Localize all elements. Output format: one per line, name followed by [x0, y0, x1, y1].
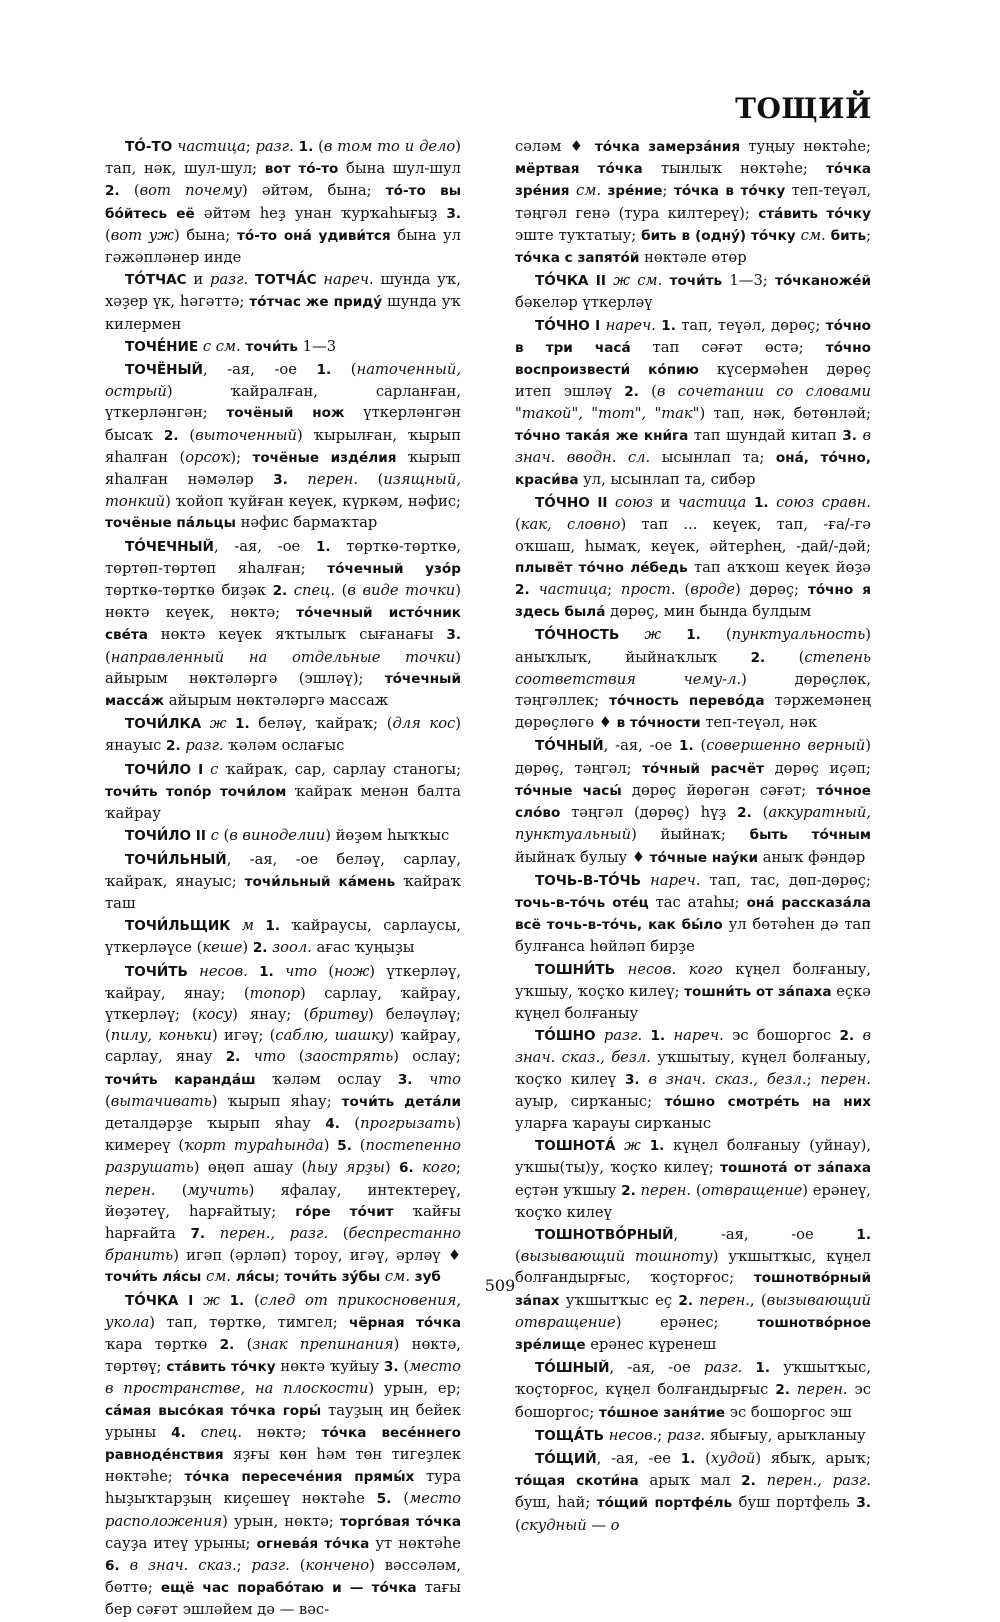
- dictionary-entry-toshnyi: ТО́ШНЫЙ, -ая, -ое разг. 1. уҡшытҡыс, ҡоҫторғос, күңел болғандырғыс 2. перен. эс бошоргос; то́шное заня́тие эс бошоргос эш: [515, 1359, 872, 1421]
- dictionary-entry-tochilo-2: ТОЧИ́ЛО II с (в виноделии) йөҙөм һыҡҡыс: [125, 827, 450, 845]
- dictionary-entry-toch-v-toch: ТОЧЬ-В-ТО́ЧЬ нареч. тап, тас, дөп-дөрөҫ; точь-в-то́чь оте́ц тас атаһы; она́ рассказа́ла всё точь-в-то́чь, как бы́ло ул бөтәһен дә тап булғанса һөйләп бирҙе: [515, 871, 871, 956]
- dictionary-entry-tochechnyi: ТО́ЧЕЧНЫЙ, -ая, -ое 1. төрткө-төрткө, төртөп-төртөп яһалған; то́чечный узо́р төрткө-төрткө биҙәк 2. спец. (в виде точки) нөктә кеүек, нөктә; то́чечный исто́чник све́та нөктә кеүек яҡтылыҡ сығанағы 3. (направленный на отдельные точки) айырым нөктәләргә (эшләү); то́чечный масса́ж айырым нөктәләргә массаж: [105, 537, 462, 710]
- dictionary-entry-toshno: ТО́ШНО разг. 1. нареч. эс бошоргос 2. в знач. сказ., безл. уҡшытыу, күңел болғаныу, ҡоҫҡо килеү 3. в знач. сказ., безл.; перен. ауыр, сирҡаныс; то́шно смотре́ть на них уларға ҡарауы сирҡаныс: [515, 1027, 872, 1132]
- dictionary-entry-totchas: ТО́ТЧАС и разг. ТОТЧА́С нареч. шунда уҡ, хәҙер үк, һәгәттә; то́тчас же приду́ шунда уҡ килермен: [105, 271, 461, 333]
- left-column: [105, 136, 461, 1622]
- dictionary-entry-tochenie: ТОЧЕ́НИЕ с см. точи́ть 1—3: [125, 337, 337, 355]
- dictionary-entry-tochit: ТОЧИ́ТЬ несов. 1. что (нож) үткерләү, ҡайрау, янау; (топор) сарлау, ҡайрау, үткерләү; (косу) янау; (бритву) беләүләү; (пилу, коньки) игәү; (саблю, шашку) ҡайрау, сарлау, янау 2. что (заострять) ослау; точи́ть каранда́ш ҡәләм ослау 3. что (вытачивать) ҡырып яһау; точи́ть дета́ли деталдәрҙе ҡырып яһау 4. (прогрызать) кимереү (ҡорт тураһында) 5. (постепенно разрушать) өңөп ашау (һыу ярҙы) 6. кого; перен. (мучить) яфалау, интектереү, йөҙәтеү, һарғайтыу; го́ре то́чит ҡайғы һарғайта 7. перен., разг. (беспрестанно бранить) игәп (әрләп) тороу, игәү, әрләү ♦ точи́ть ля́сы см. ля́сы; точи́ть зу́бы см. зуб: [105, 962, 462, 1286]
- dictionary-entry-tochno-2: ТО́ЧНО II союз и частица 1. союз сравн. (как, словно) тап ... кеүек, тап, -ға/-гә оҡшаш, һымаҡ, кеүек, әйтерһең, -дай/-дәй; плывёт то́чно ле́бедь тап аҡҡош кеүек йөҙә 2. частица; прост. (вроде) дөрөҫ; то́чно я здесь была́ дөрөҫ, мин бында булдым: [515, 494, 871, 621]
- dictionary-entry-toshchat: ТОЩА́ТЬ несов.; разг. ябығыу, арыҡланыу: [535, 1426, 866, 1444]
- dictionary-entry-tochnyi: ТО́ЧНЫЙ, -ая, -ое 1. (совершенно верный) дөрөҫ, тәңгәл; то́чный расчёт дөрөҫ иҫәп; то́чные часы́ дөрөҫ йөрөгән сәғәт; то́чное сло́во тәңгәл (дөрөҫ) һүҙ 2. (аккуратный, пунктуальный) йыйнаҡ; быть то́чным йыйнаҡ булыу ♦ то́чные нау́ки аныҡ фәндәр: [515, 737, 872, 866]
- dictionary-entry-tochno-1: ТО́ЧНО I нареч. 1. тап, теүәл, дөрөҫ; то́чно в три часа́ тап сәғәт өстә; то́чно воспроизвести́ ко́пию күсермәһен дөрөҫ итеп эшләү 2. (в сочетании со словами "такой", "тот", "так") тап, нәк, бөтөнләй; то́чно така́я же кни́га тап шундай китап 3. в знач. вводн. сл. ысынлап та; она́, то́чно, краси́ва ул, ысынлап та, сибәр: [515, 316, 872, 489]
- dictionary-entry-tochka-1-cont: сәләм ♦ то́чка замерза́ния туңыу нөктәһе; мёртвая то́чка тынлыҡ нөктәһе; то́чка зре́ния см. зре́ние; то́чка в то́чку теп-теүәл, тәңгәл генә (тура килтереү); ста́вить то́чку эште туҡтатыу; бить в (одну́) то́чку см. бить; то́чка с запято́й нөктәле өтөр: [515, 138, 872, 267]
- dictionary-entry-tochyonyi: ТОЧЁНЫЙ, -ая, -ое 1. (наточенный, острый) ҡайралған, сарланған, үткерләнгән; точёный нож үткерләнгән бысаҡ 2. (выточенный) ҡырылған, ҡырып яһалған (орсоҡ); точёные изде́лия ҡырып яһалған нәмәләр 3. перен. (изящный, тонкий) ҡойоп ҡуйған кеүек, күркәм, нәфис; точёные па́льцы нәфис бармаҡтар: [105, 361, 461, 532]
- dictionary-entry-tochnost: ТО́ЧНОСТЬ ж 1. (пунктуальность) аныҡлыҡ, йыйнаҡлыҡ 2. (степень соответствия чему-л.) дөрөҫлөк, тәңгәллек; то́чность перево́да тәржемәнең дөрөҫлөгө ♦ в то́чности теп-теүәл, нәк: [515, 626, 872, 732]
- dictionary-entry-tochilnyi: ТОЧИ́ЛЬНЫЙ, -ая, -ое беләү, сарлау, ҡайраҡ, янауыс; точи́льный ка́мень ҡайраҡ таш: [105, 850, 461, 912]
- running-head: ТОЩИЙ: [735, 92, 872, 125]
- page-number: 509: [484, 1276, 516, 1295]
- dictionary-entry-to-to: ТО́-ТО частица; разг. 1. (в том то и дело) тап, нәк, шул-шул; вот то́-то бына шул-шул 2. (вот почему) әйтәм, бына; то́-то вы бо́йтесь её әйтәм һеҙ унан ҡурҡаһығыҙ 3. (вот уж) бына; то́-то она́ удиви́тся бына ул гәжәпләнер инде: [105, 138, 462, 267]
- dictionary-entry-toshnotvornyi: ТОШНОТВО́РНЫЙ, -ая, -ое 1. (вызывающий тошноту) уҡшытҡыс, күңел болғандырғыс, ҡоҫторғос; тошнотво́рный за́пах уҡшытҡыс еҫ 2. перен., (вызывающий отвращение) ерәнес; тошнотво́рное зре́лище ерәнес күренеш: [515, 1225, 871, 1353]
- dictionary-entry-tochilo-1: ТОЧИ́ЛО I с ҡайраҡ, сар, сарлау станогы; точи́ть топо́р точи́лом ҡайраҡ менән балта ҡайрау: [105, 760, 462, 823]
- dictionary-entry-toshnota: ТОШНОТА́ ж 1. күңел болғаныу (уйнау), уҡшы(ты)у, ҡоҫҡо килеү; тошнота́ от за́паха еҫтән уҡшыу 2. перен. (отвращение) ерәнеү, ҡоҫҡо килеү: [515, 1137, 872, 1221]
- dictionary-entry-tochka-1: ТО́ЧКА I ж 1. (след от прикосновения, укола) тап, төрткө, тимгел; чёрная то́чка ҡара төрткө 2. (знак препинания) нөктә, төртөү; ста́вить то́чку нөктә ҡуйыу 3. (место в пространстве, на плоскости) урын, ер; са́мая высо́кая то́чка горы́ тауҙың иң бейек урыны 4. спец. нөктә; то́чка весе́ннего равноде́нствия яҙғы көн һәм төн тигеҙлек нөктәһе; то́чка пересече́ния прямы́х тура һыҙыҡтарҙың киҫешеү нөктәһе 5. (место расположения) урын, нөктә; торго́вая то́чка сауҙа итеү урыны; огнева́я то́чка ут нөктәһе 6. в знач. сказ.; разг. (кончено) вәссәләм, бөттө; ещё час порабо́таю и — то́чка тағы бер сәғәт эшләйем дә — вәс-: [105, 1291, 462, 1619]
- dictionary-entry-toshchii: ТО́ЩИЙ, -ая, -ее 1. (худой) ябыҡ, арыҡ; то́щая скоти́на арыҡ мал 2. перен., разг. буш, һай; то́щий портфе́ль буш портфель 3. (скудный — о: [515, 1449, 871, 1534]
- dictionary-entry-toshnit: ТОШНИ́ТЬ несов. кого күңел болғаныу, уҡшыу, ҡоҫҡо килеү; тошни́ть от за́паха еҫкә күңел болғаныу: [515, 960, 872, 1022]
- dictionary-entry-tochka-2: ТО́ЧКА II ж см. точи́ть 1—3; то́чканоже́й бәкеләр үткерләү: [515, 272, 872, 312]
- right-column: [515, 136, 871, 1537]
- dictionary-entry-tochilka: ТОЧИ́ЛКА ж 1. беләү, ҡайраҡ; (для кос) янауыс 2. разг. ҡәләм ослағыс: [105, 715, 461, 755]
- dictionary-entry-tochilshchik: ТОЧИ́ЛЬЩИК м 1. ҡайраусы, сарлаусы, үткерләүсе (кеше) 2. зоол. ағас ҡуңыҙы: [105, 917, 462, 957]
